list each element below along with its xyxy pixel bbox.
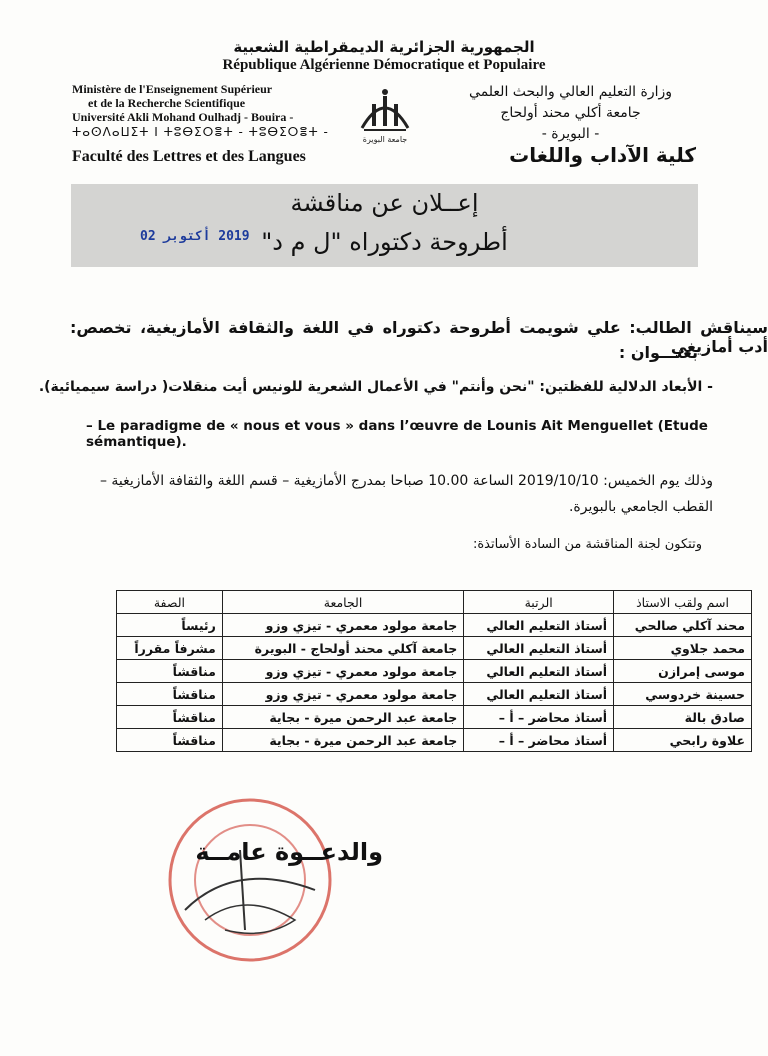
cell-name: حسينة خردوسي [614, 683, 752, 706]
header-university: الجامعة [222, 591, 463, 614]
cell-university: جامعة مولود معمري - تيزي وزو [222, 614, 463, 637]
cell-role: رئيساً [117, 614, 223, 637]
faculty-french: Faculté des Lettres et des Langues [72, 148, 306, 165]
cell-role: مناقشاً [117, 683, 223, 706]
cell-rank: أستاذ محاضر – أ – [464, 729, 614, 752]
cell-university: جامعة مولود معمري - تيزي وزو [222, 660, 463, 683]
table-row [117, 729, 752, 752]
student-line: سيناقش الطالب: علي شويمت أطروحة دكتوراه في اللغة والثقافة الأمازيغية، تخصص: أدب أمازيغي [70, 318, 768, 356]
cell-name: صادق بالة [614, 706, 752, 729]
cell-name: علاوة رابحي [614, 729, 752, 752]
table-row [117, 637, 752, 660]
cell-university: جامعة مولود معمري - تيزي وزو [222, 683, 463, 706]
ministry-line-1: Ministère de l'Enseignement Supérieur [72, 82, 273, 96]
republic-arabic: الجمهورية الجزائرية الديمقراطية الشعبية [233, 38, 535, 56]
cell-university: جامعة عبد الرحمن ميرة - بجاية [222, 729, 463, 752]
cell-rank: أستاذ التعليم العالي [464, 660, 614, 683]
official-seal [145, 790, 355, 970]
university-logo [354, 82, 416, 144]
table-row [117, 683, 752, 706]
header-name: اسم ولقب الاستاذ [614, 591, 752, 614]
cell-role: مشرفاً مقرراً [117, 637, 223, 660]
cell-role: مناقشاً [117, 729, 223, 752]
title-intro: بعنـــوان : [618, 343, 698, 362]
table-row [117, 706, 752, 729]
jury-table [116, 590, 752, 752]
city-arabic: - البويرة - [541, 126, 600, 142]
ministry-arabic: وزارة التعليم العالي والبحث العلمي [469, 84, 672, 100]
ministry-line-2: et de la Recherche Scientifique [88, 96, 246, 110]
defense-date-line: وذلك يوم الخميس: 2019/10/10 الساعة 10.00 صباحا بمدرج الأمازيغية – قسم اللغة والثقافة الأمازيغية – القطب الجامعي بالبويرة. [99, 473, 713, 515]
ministry-french-block [72, 82, 293, 124]
table-row [117, 660, 752, 683]
cell-role: مناقشاً [117, 660, 223, 683]
cell-name: محند آكلي صالحي [614, 614, 752, 637]
thesis-title-arabic: - الأبعاد الدلالية للفظتين: "نحن وأنتم" في الأعمال الشعرية للونيس أيت منقلات( دراسة سيميائية). [38, 379, 713, 395]
cell-role: مناقشاً [117, 706, 223, 729]
announcement-title: إعــلان عن مناقشة [290, 189, 479, 217]
cell-rank: أستاذ التعليم العالي [464, 637, 614, 660]
header-role: الصفة [117, 591, 223, 614]
ministry-arabic-block [469, 82, 672, 145]
header-rank: الرتبة [464, 591, 614, 614]
announcement-subtitle: أطروحة دكتوراه "ل م د" [261, 228, 508, 256]
date-stamp: 2019 أكتوبر 02 [140, 229, 250, 244]
university-tifinagh: ⵜⴰⵙⴷⴰⵡⵉⵜ ⵏ ⵜⵓⴱⵉⵔⴻⵜ - ⵜⵓⴱⵉⵔⴻⵜ - [72, 125, 329, 139]
cell-name: موسى إمرازن [614, 660, 752, 683]
jury-header-row [117, 591, 752, 614]
faculty-arabic: كلية الآداب واللغات [509, 143, 696, 167]
university-french: Université Akli Mohand Oulhadj - Bouira - [72, 110, 294, 124]
thesis-title-french-text: Le paradigme de « nous et vous » dans l’œuvre de Lounis Ait Menguellet (Etude sémantique). [86, 418, 708, 450]
cell-rank: أستاذ التعليم العالي [464, 683, 614, 706]
cell-rank: أستاذ التعليم العالي [464, 614, 614, 637]
republic-french: République Algérienne Démocratique et Populaire [222, 57, 546, 73]
table-row [117, 614, 752, 637]
thesis-title-french: – Le paradigme de « nous et vous » dans l’œuvre de Lounis Ait Menguellet (Etude sémantique). [86, 418, 708, 450]
committee-intro: وتتكون لجنة المناقشة من السادة الأساتذة: [472, 537, 702, 552]
university-arabic: جامعة أكلي محند أولحاج [500, 105, 641, 121]
cell-name: محمد جلاوي [614, 637, 752, 660]
logo-caption: جامعة البويرة [362, 135, 408, 144]
public-invitation: والدعــوة عامــة [195, 838, 383, 866]
cell-rank: أستاذ محاضر – أ – [464, 706, 614, 729]
cell-university: جامعة آكلي محند أولحاج - البويرة [222, 637, 463, 660]
cell-university: جامعة عبد الرحمن ميرة - بجاية [222, 706, 463, 729]
